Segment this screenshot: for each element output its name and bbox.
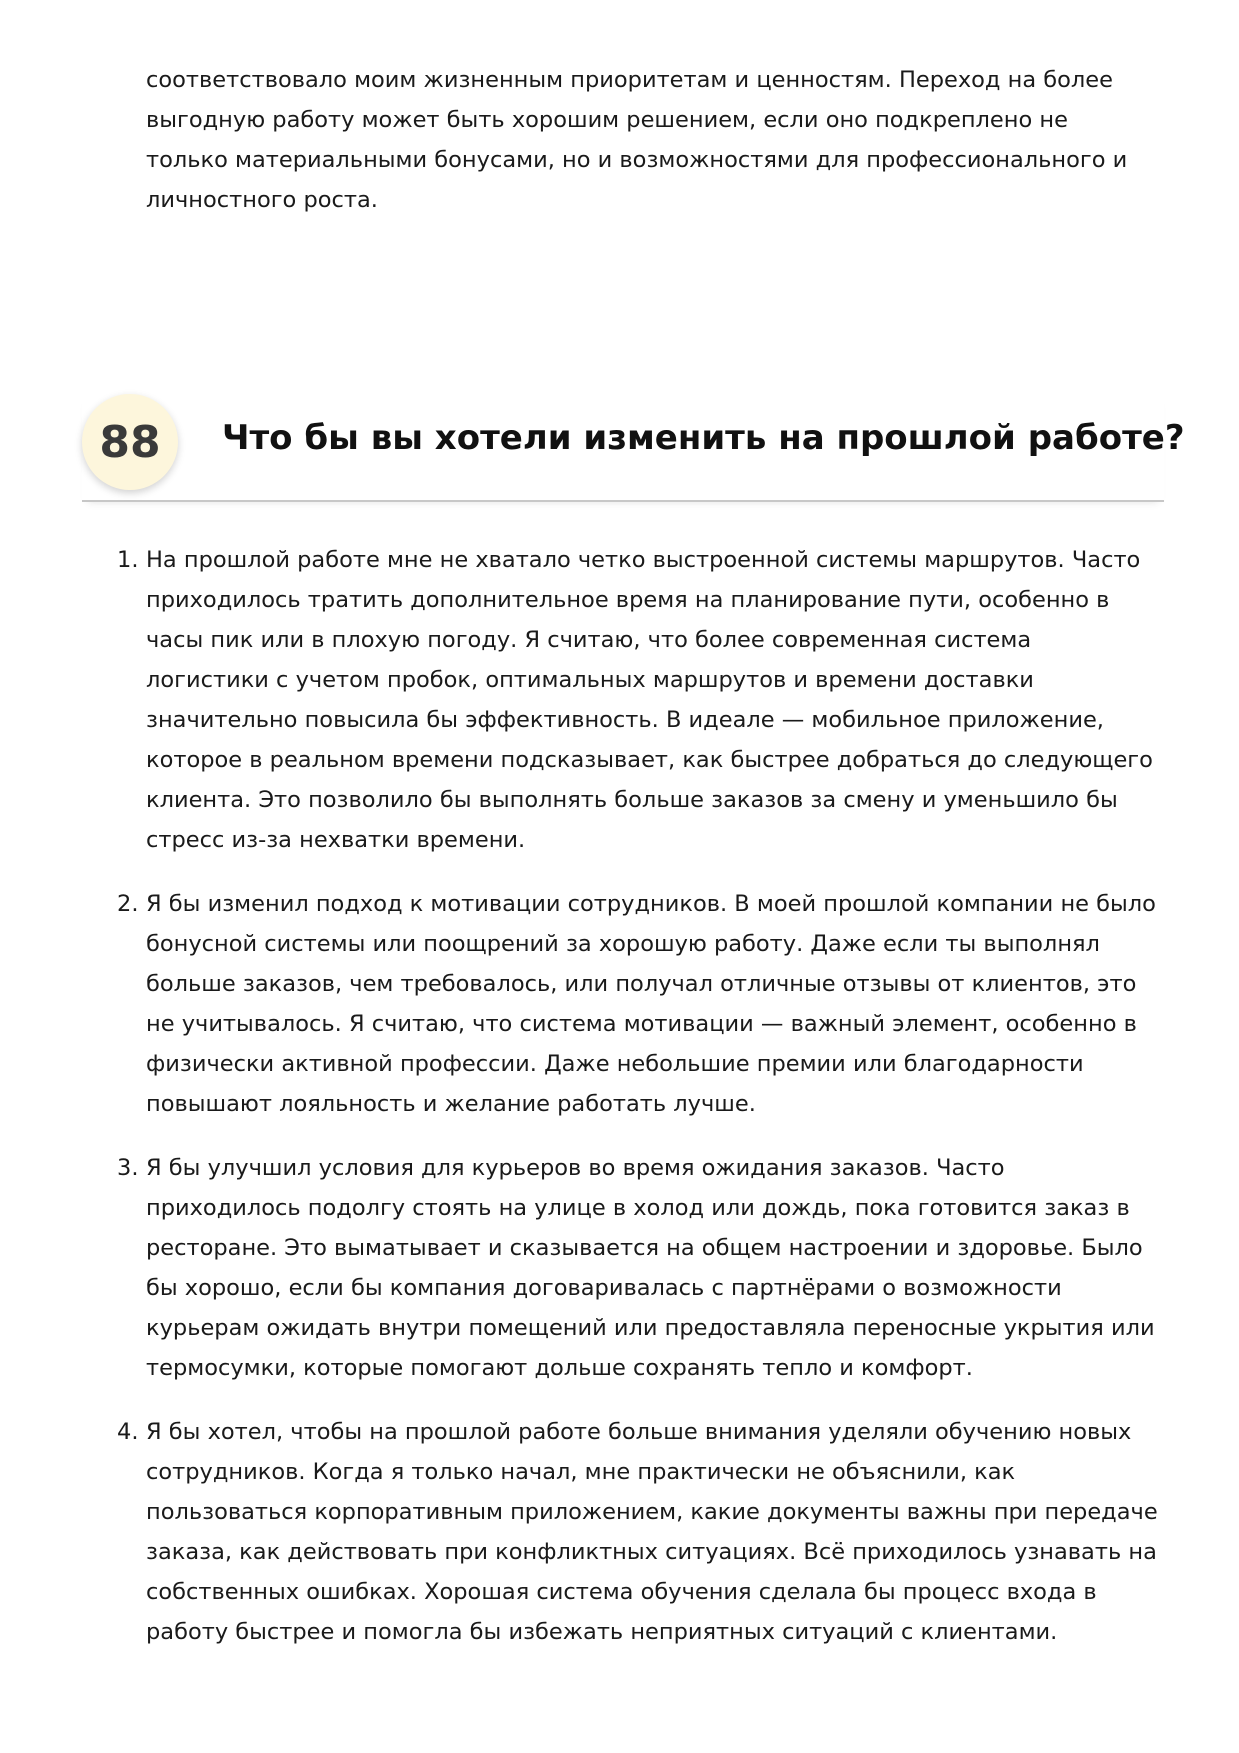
answer-number: 2. <box>117 891 139 917</box>
answer-text: Я бы изменил подход к мотивации сотрудников. В моей прошлой компании не было бонусной системы или поощрений за хорошую работу. Даже если ты выполнял больше заказов, чем требовалось, или получал отличные отзывы от клиентов, это не учитывалось. Я считаю, что система мотивации — важный элемент, особенно в физически активной профессии. Даже небольшие премии или благодарности повышают лояльность и желание работать лучше. <box>146 891 1156 1117</box>
answer-item <box>110 540 1160 860</box>
question-title: Что бы вы хотели изменить на прошлой работе? <box>222 418 1185 458</box>
answer-item <box>110 884 1160 1124</box>
question-header <box>82 392 1185 502</box>
answer-text: Я бы хотел, чтобы на прошлой работе больше внимания уделяли обучению новых сотрудников. Когда я только начал, мне практически не объяснили, как пользоваться корпоративным приложением, какие документы важны при передаче заказа, как действовать при конфликтных ситуациях. Всё приходилось узнавать на собственных ошибках. Хорошая система обучения сделала бы процесс входа в работу быстрее и помогла бы избежать неприятных ситуаций с клиентами. <box>146 1419 1158 1645</box>
answer-number: 3. <box>117 1155 139 1181</box>
answer-text: На прошлой работе мне не хватало четко выстроенной системы маршрутов. Часто приходилось тратить дополнительное время на планирование пути, особенно в часы пик или в плохую погоду. Я считаю, что более современная система логистики с учетом пробок, оптимальных маршрутов и времени доставки значительно повысила бы эффективность. В идеале — мобильное приложение, которое в реальном времени подсказывает, как быстрее добраться до следующего клиента. Это позволило бы выполнять больше заказов за смену и уменьшило бы стресс из-за нехватки времени. <box>146 547 1153 853</box>
answer-item <box>110 1148 1160 1388</box>
answer-text: Я бы улучшил условия для курьеров во время ожидания заказов. Часто приходилось подолгу стоять на улице в холод или дождь, пока готовится заказ в ресторане. Это выматывает и сказывается на общем настроении и здоровье. Было бы хорошо, если бы компания договаривалась с партнёрами о возможности курьерам ожидать внутри помещений или предоставляла переносные укрытия или термосумки, которые помогают дольше сохранять тепло и комфорт. <box>146 1155 1155 1381</box>
question-number-badge: 88 <box>82 394 178 490</box>
intro-paragraph: соответствовало моим жизненным приоритетам и ценностям. Переход на более выгодную работу может быть хорошим решением, если оно подкреплено не только материальными бонусами, но и возможностями для профессионального и личностного роста. <box>146 67 1128 213</box>
answers-list <box>110 540 1160 1676</box>
answer-number: 4. <box>117 1419 139 1445</box>
answer-item <box>110 1412 1160 1652</box>
answer-number: 1. <box>117 547 139 573</box>
